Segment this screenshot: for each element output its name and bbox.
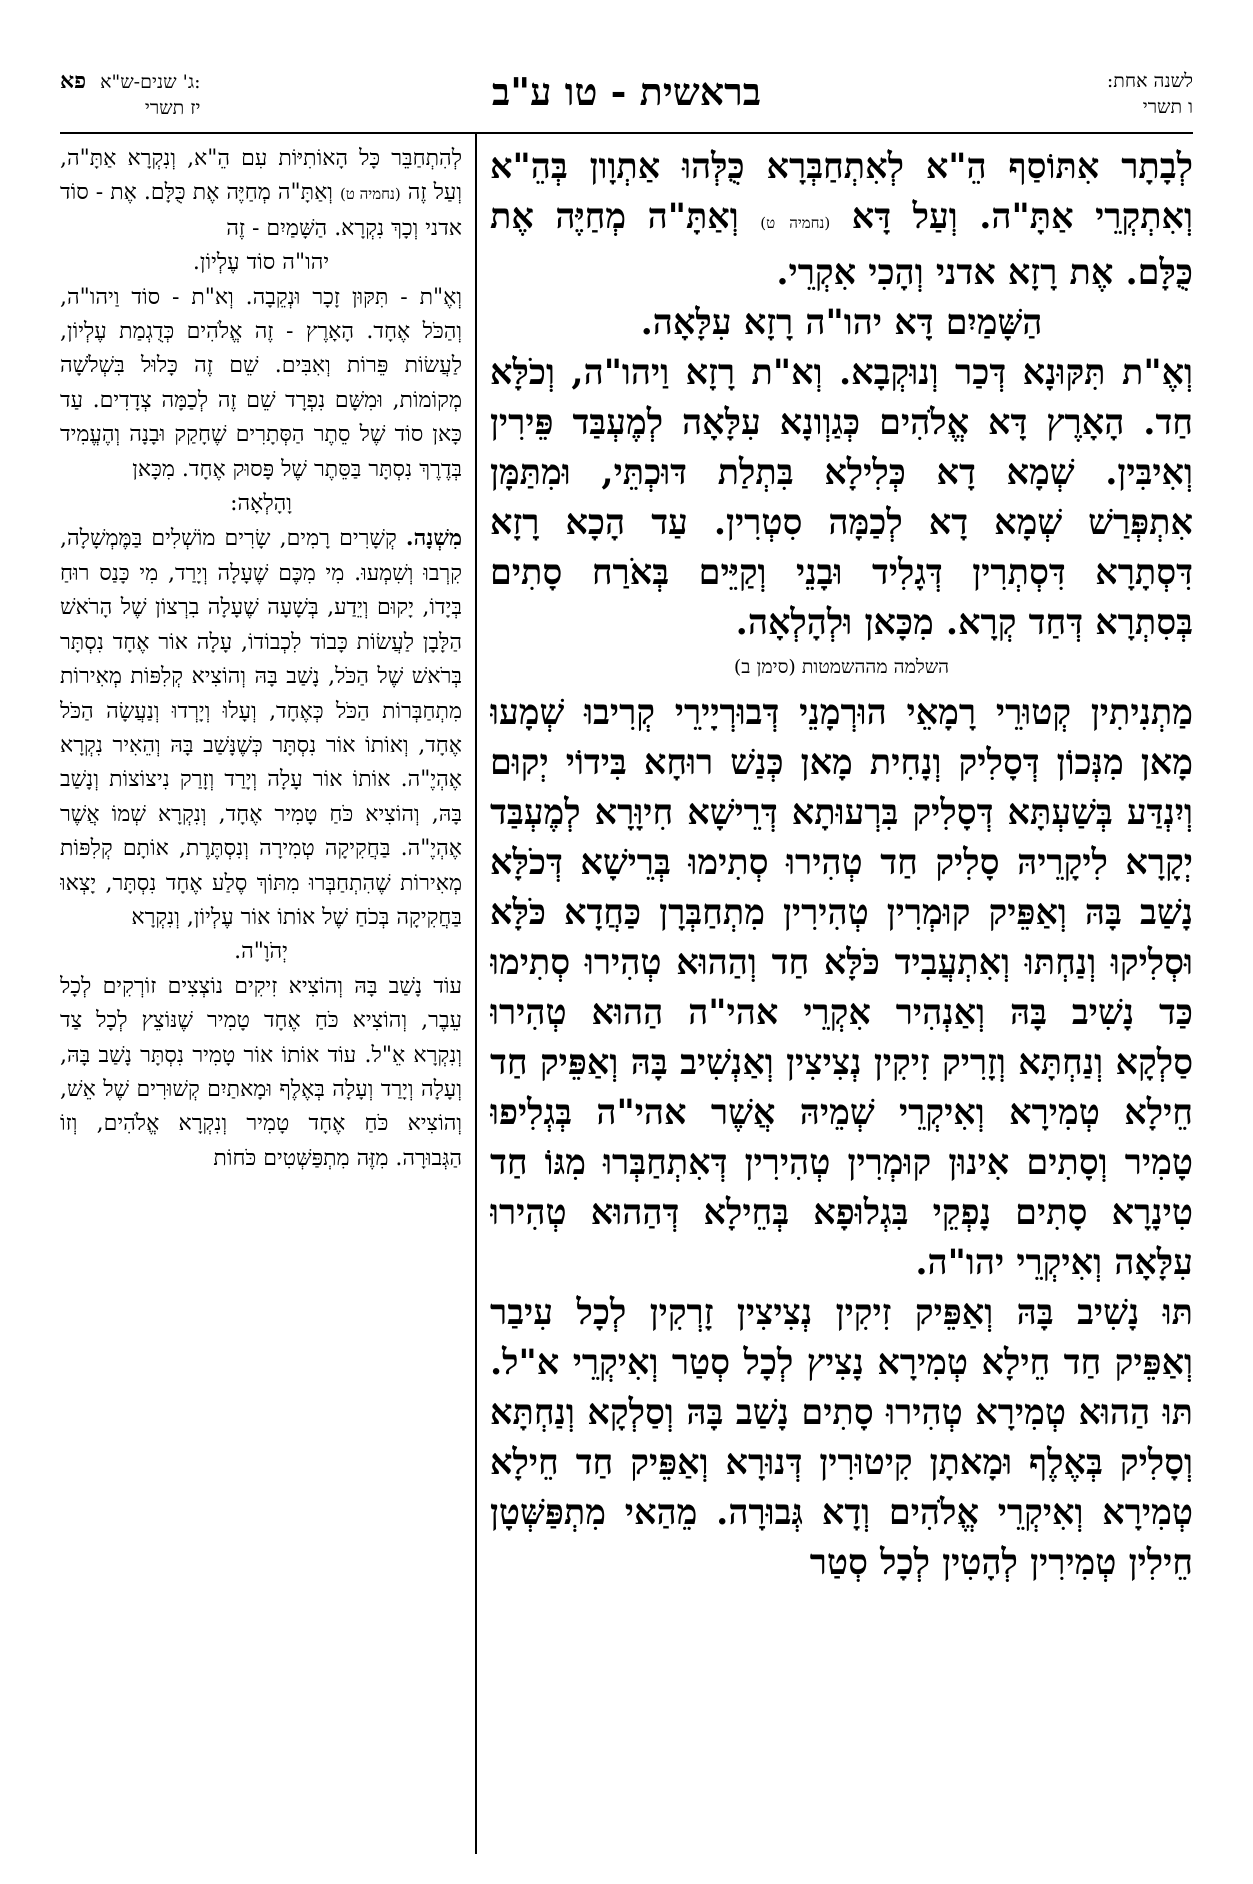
header-right-line1: לשנה אחת: (1106, 70, 1193, 92)
side-s1-reference: (נחמיה ט) (339, 185, 401, 204)
page-header (60, 68, 1193, 136)
header-right-line2: ו תשרי (1142, 96, 1193, 118)
side-column (60, 142, 462, 1854)
page-number: פא (60, 68, 87, 94)
side-s1-text: לְהִתְחַבֵּר כָּל הָאוֹתִיּוֹת עִם הֵ"א, וְנִקְרָא אַתָּ"ה, וְעַל זֶה (60, 146, 462, 206)
main-p1-reference: (נחמיה ט) (760, 214, 831, 232)
header-left (60, 68, 201, 121)
side-paragraph-1-end: יהו"ה סוֹד עֶלְיוֹן. (192, 250, 330, 276)
supplement-label: השלמה מההשמטות (סימן ב) (733, 656, 950, 678)
header-left-line2: יז תשרי (144, 97, 201, 119)
main-paragraph-2: הַשָּׁמַיִם דָּא יהו"ה רָזָא עִלָּאָה. (640, 302, 1043, 343)
main-p1-text: לְבָתָר אִתּוֹסַף הֵ"א לְאִתְחַבְּרָא כֻּלְּהוּ אַתְוָון בְּהֵ"א וְאִתְקְרֵי אַתָּ"ה. וְעַל דָּא (490, 146, 1193, 237)
main-paragraph-1 (490, 142, 1193, 298)
side-paragraph-4: עוֹד נָשַׁב בָּהּ וְהוֹצִיא זִיקִים נוֹצְצִים זוֹרְקִים לְכָל עֵבֶר, וְהוֹצִיא כֹּחַ אֶחָד טָמִיר שֶׁנּוֹצֵץ לְכָל צַד וְנִקְרָא אֵ"ל. עוֹד אוֹתוֹ אוֹר טָמִיר נִסְתָּר נָשַׁב בָּהּ, וְעָלָה וְיָרַד וְעָלָה בְּאֶלֶף וּמָאתַיִם קְשׁוּרִים שֶׁל אֵשׁ, וְהוֹצִיא כֹּחַ אֶחָד טָמִיר וְנִקְרָא אֱלֹהִים, וְזוֹ הַגְּבוּרָה. מִזֶּה מִתְפַּשְּׁטִים כֹּחוֹת (60, 973, 462, 1171)
side-s3-text: קְשָׁרִים רָמִים, שָׂרִים מוֹשְׁלִים בַּמֶּמְשָׁלָה, קִרְבוּ וְשִׁמְעוּ. מִי מִכֶּם שֶׁעָלָה וְיָרַד, מִי כָּנַס רוּחַ בְּיָדוֹ, יָקוּם וְיֵדַע, בְּשָׁעָה שֶׁעָלָה בִרְצוֹן שֶׁל הָרֹאשׁ הַלָּבָן לַעֲשׂוֹת כָּבוֹד לִכְבוֹדוֹ, עָלָה אוֹר אֶחָד נִסְתָּר בְּרֹאשׁ שֶׁל הַכֹּל, נָשַׁב בָּהּ וְהוֹצִיא קְלִפּוֹת מְאִירוֹת מִתְחַבְּרוֹת הַכֹּל כְּאֶחָד, וְעָלוּ וְיָרְדוּ וְנַעֲשָׂה הַכֹּל אֶחָד, וְאוֹתוֹ אוֹר נִסְתָּר כְּשֶׁנָּשַׁב בָּהּ וְהֵאִיר נִקְרָא אֶהְיֶ"ה. אוֹתוֹ אוֹר עָלָה וְיָרַד וְזָרַק נִיצוֹצוֹת וְנָשַׁב בָּהּ, וְהוֹצִיא כֹּחַ טָמִיר אֶחָד, וְנִקְרָא שְׁמוֹ אֲשֶׁר אֶהְיֶ"ה. בַּחֲקִיקָה טְמִירָה וְנִסְתֶּרֶת, אוֹתָם קְלִפּוֹת מְאִירוֹת שֶׁהִתְחַבְּרוּ מִתּוֹךְ סֶלַע אֶחָד נִסְתָּר, יָצְאוּ בַּחֲקִיקָה בְּכֹחַ שֶׁל אוֹתוֹ אוֹר עֶלְיוֹן, וְנִקְרָא (60, 526, 462, 930)
main-column (490, 142, 1193, 1854)
main-paragraph-5: תּוּ נָשִׁיב בָּהּ וְאַפֵּיק זִיקִין נְצִיצִין זָרְקִין לְכָל עִיבַר וְאַפֵּיק חַד חֵילָא טְמִירָא נָצִיץ לְכָל סְטַר וְאִיקְרֵי א"ל. תּוּ הַהוּא טְמִירָא טְהִירוּ סָתִים נָשַׁב בָּהּ וְסַלְקָא וְנַחְתָּא וְסָלִיק בְּאֶלֶף וּמָאתָן קִיטוּרִין דְּנוּרָא וְאַפֵּיק חַד חֵילָא טְמִירָא וְאִיקְרֵי אֱלֹהִים וְדָא גְּבוּרָה. מֵהַאי מִתְפַּשְּׁטָן חֵילִין טְמִירִין לְהָטִין לְכָל סְטַר (490, 1292, 1193, 1583)
side-paragraph-3-end: יְהֹוָ"ה. (234, 939, 288, 965)
main-p1b-text: וְאַתָּ"ה מְחַיֶּה אֶת כֻּלָּם. אֶת רָזָא אדני וְהָכִי אִקְרֵי. (490, 196, 1193, 293)
page-title: בראשית - טו ע"ב (491, 69, 762, 114)
header-left-line1: ג' שנים-ש"א: (100, 71, 201, 93)
main-paragraph-4: מַתְנִיתִין קְטוּרֵי רָמָאֵי הוּרְמָנֵי דְּבוּרְיָירֵי קְרִיבוּ שְׁמָעוּ מָאן מִנְּכוֹן דְּסָלִיק וְנָחִית מָאן כְּנַשׁ רוּחָא בִּידוֹי יְקוּם וְיִנְדַּע בְּשַׁעְתָּא דְּסָלִיק בִּרְעוּתָא דְּרֵישָׁא חִיוָּרָא לְמֶעְבַּד יְקָרָא לִיקָרֵיהּ סָלִיק חַד טְהִירוּ סְתִימוּ בְּרֵישָׁא דְּכֹלָּא נָשַׁב בָּהּ וְאַפֵּיק קוּמְרִין טְהִירִין מִתְחַבְּרָן כַּחֲדָא כֹּלָּא וּסְלִיקוּ וְנַחְתּוּ וְאִתְעֲבִיד כֹּלָּא חַד וְהַהוּא טְהִירוּ סְתִימוּ כַּד נָשִׁיב בָּהּ וְאַנְהִיר אִקְרֵי אהי"ה הַהוּא טְהִירוּ סַלְקָא וְנַחְתָּא וְזָרִיק זִיקִין נְצִיצִין וְאַנְשִׁיב בָּהּ וְאַפֵּיק חַד חֵילָא טְמִירָא וְאִיקְרֵי שְׁמֵיהּ אֲשֶׁר אהי"ה בְּגְלִיפוּ טָמִיר וְסָתִים אִינוּן קוּמְרִין טְהִירִין דְּאִתְחַבְּרוּ מִגּוֹ חַד טִינָרָא סָתִים נָפְקֵי בִּגְלוּפָא בְּחֵילָא דְּהַהוּא טְהִירוּ עִלָּאָה וְאִיקְרֵי יהו"ה. (490, 692, 1193, 1283)
side-paragraph-3 (60, 521, 462, 935)
side-paragraph-1 (60, 142, 462, 246)
main-paragraph-3: וְאֶ"ת תִּקּוּנָא דְּכַר וְנוּקְבָא. וְא"ת רָזָא וַיהו"ה, וְכֹלָּא חַד. הָאָרֶץ דָּא אֱלֹהִים כְּגַוְונָא עִלָּאָה לְמֶעְבַּד פֵּירִין וְאִיבִּין. שְׁמָא דָא כְּלִילָא בִּתְלַת דּוּכְתֵּי, וּמִתַּמָּן אִתְפְּרַשׁ שְׁמָא דָא לְכַמָּה סִטְרִין. עַד הָכָא רָזָא דִּסְתָרָא דִּסְתְרִין דְּגָלִיד וּבָנֵי וְקַיֵּים בְּאֹרַח סָתִים בְּסִתְרָא דְּחַד קְרָא. מִכָּאן וּלְהָלְאָה. (490, 352, 1193, 643)
side-mishnah-heading: מִשְׁנָה. (405, 525, 462, 552)
side-paragraph-2: וְאֶ"ת - תִּקּוּן זָכָר וּנְקֵבָה. וְא"ת - סוֹד וַיהו"ה, וְהַכֹּל אֶחָד. הָאָרֶץ - זֶה אֱלֹהִים כְּדֻגְמַת עֶלְיוֹן, לַעֲשׂוֹת פֵּרוֹת וְאִבִּים. שֵׁם זֶה כָּלוּל בִּשְׁלֹשָׁה מְקוֹמוֹת, וּמִשָּׁם נִפְרָד שֵׁם זֶה לְכַמָּה צְדָדִים. עַד כָּאן סוֹד שֶׁל סֵתֶר הַסְּתָרִים שֶׁחָקַק וּבָנָה וְהֶעֱמִיד בְּדֶרֶךְ נִסְתָּר בַּסֵּתֶר שֶׁל פָּסוּק אֶחָד. מִכָּאן (60, 284, 462, 482)
side-paragraph-2-end: וָהָלְאָה: (230, 491, 292, 517)
side-s1b-text: וְאַתָּ"ה מְחַיֶּה אֶת כֻּלָּם. אֶת - סוֹד אדני וְכָךְ נִקְרָא. הַשָּׁמַיִם - זֶה (60, 180, 462, 241)
header-divider (60, 132, 1193, 134)
column-divider (475, 134, 477, 1854)
